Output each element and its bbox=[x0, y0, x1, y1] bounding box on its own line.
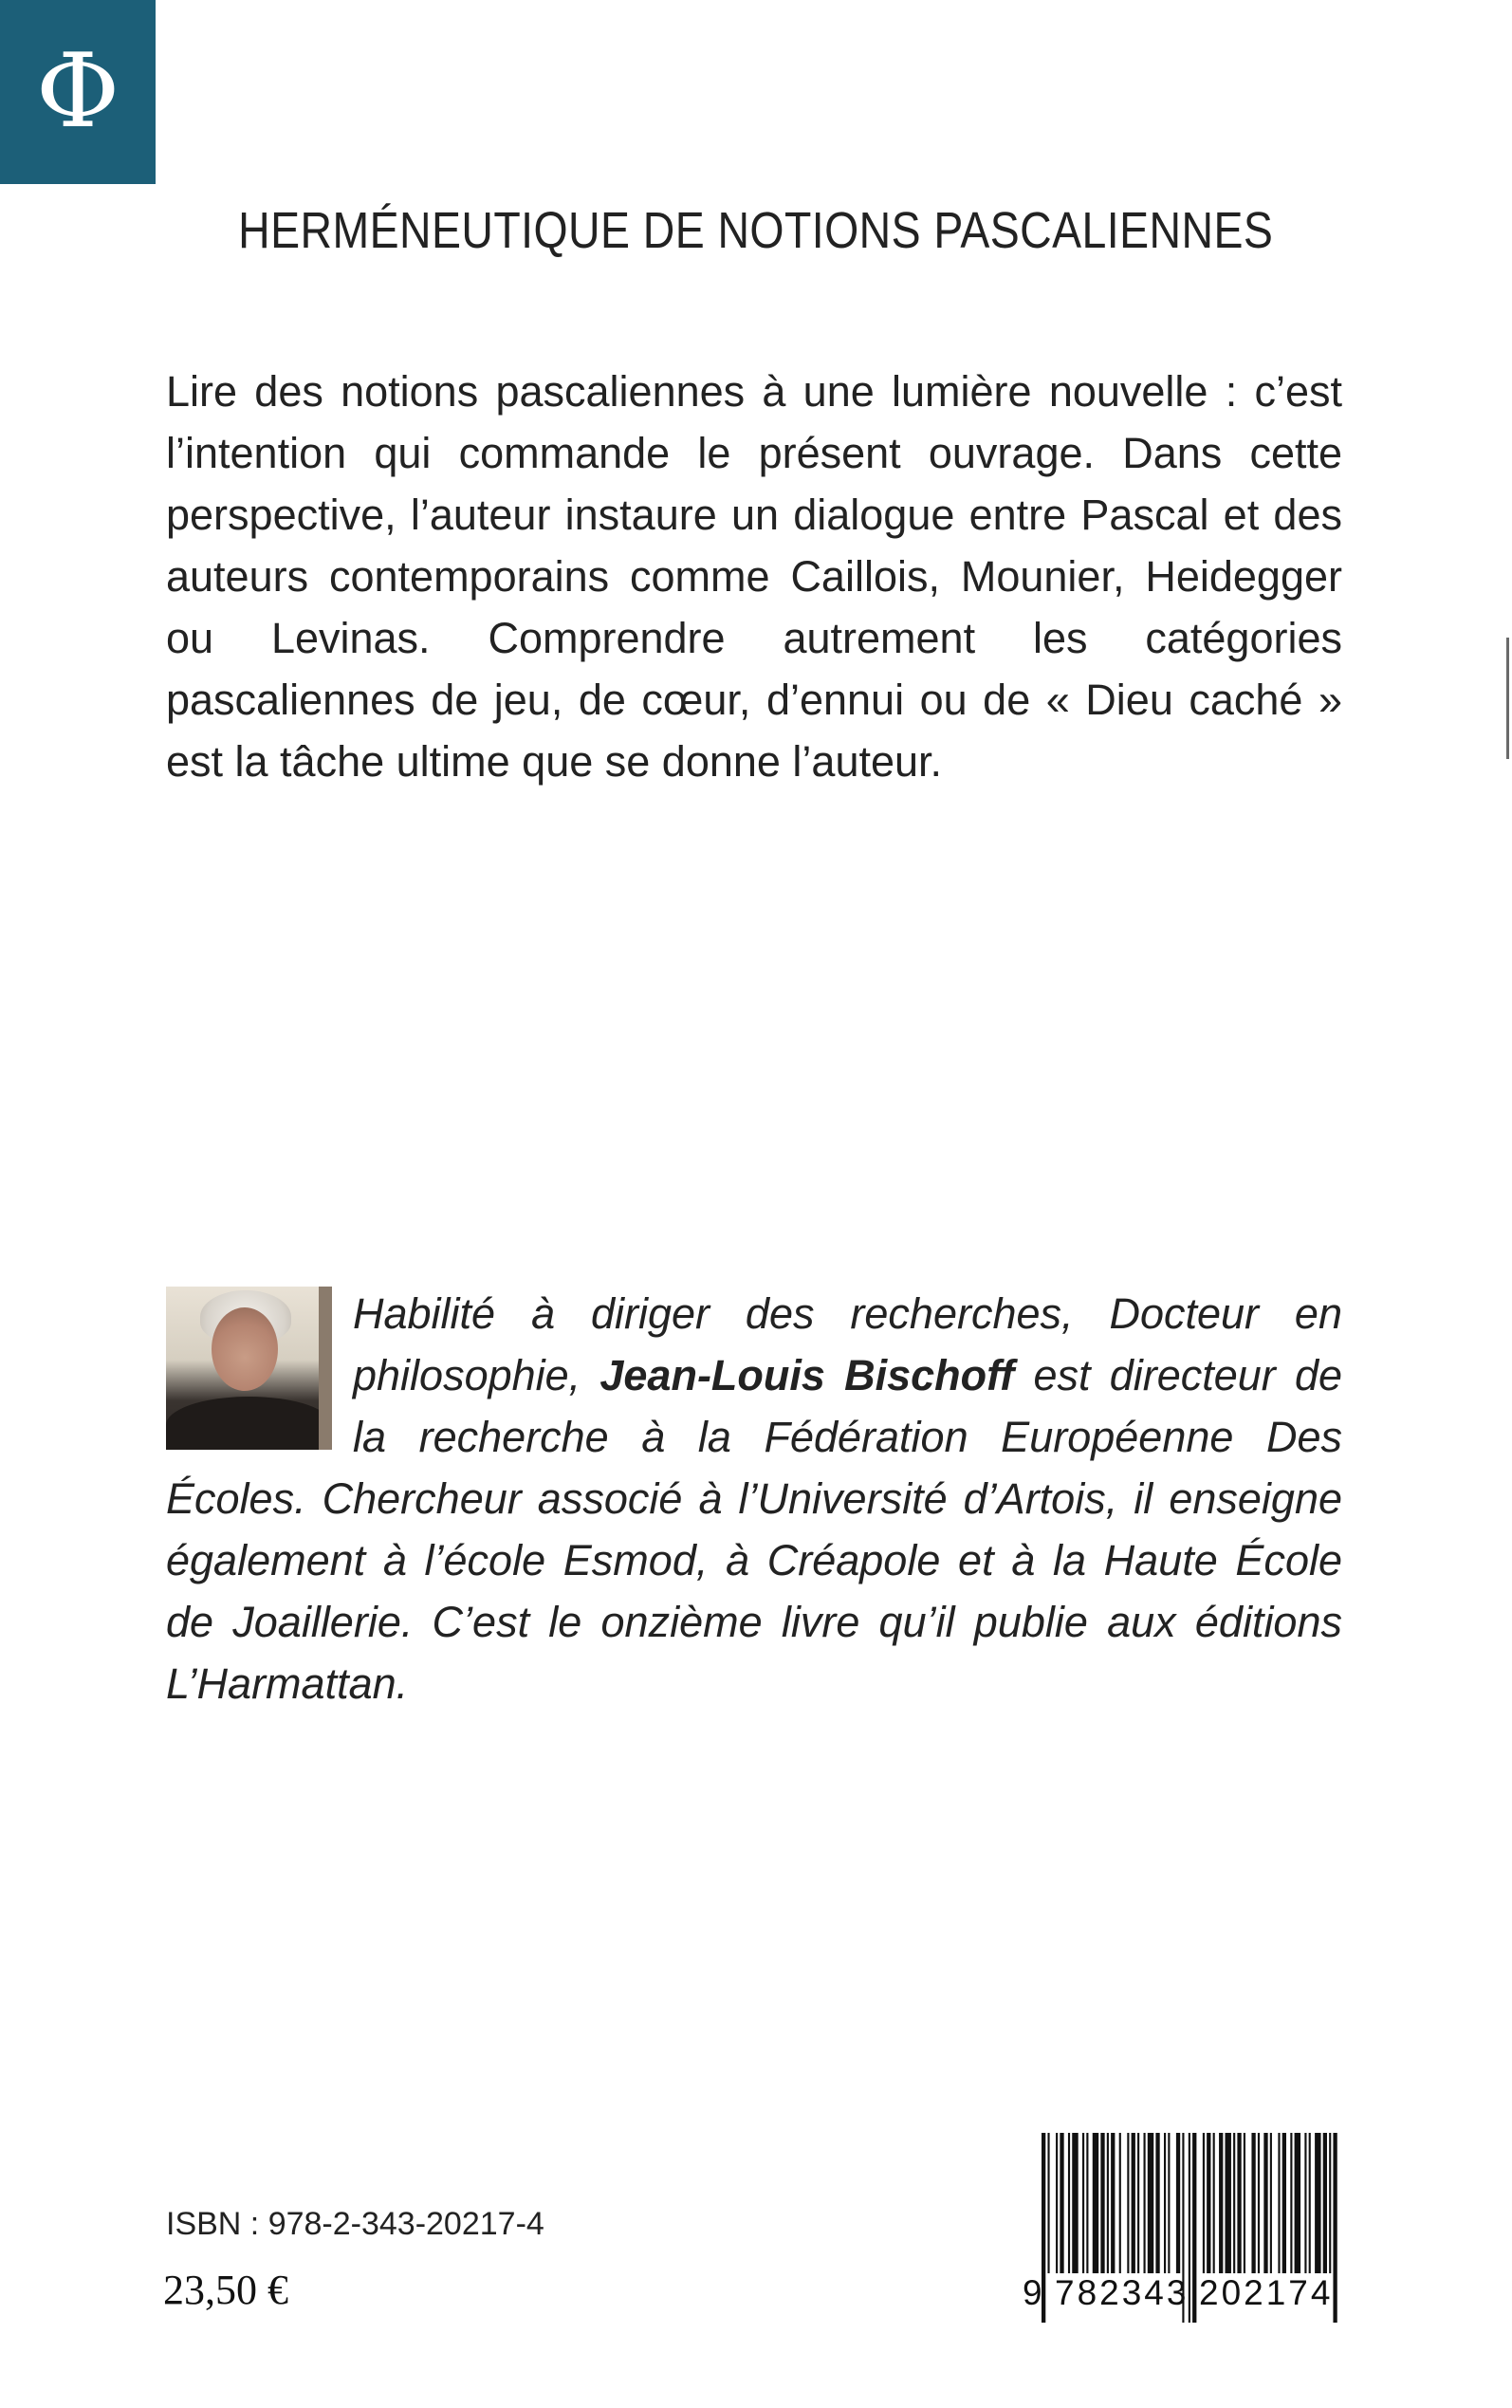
author-bio-text: est directeur de la recherche à la Fédération Européenne Des Écoles. Chercheur associé à l’Université d’Artois, il enseigne également à l’école Esmod, à Créapole et à la Haute École de Joaillerie. C’est le onzième livre qu’il publie aux éditions L’Harmattan. bbox=[166, 1351, 1342, 1708]
spine-edge-mark bbox=[1506, 638, 1509, 759]
blurb-text: Lire des notions pascaliennes à une lumière nouvelle : c’est l’intention qui commande le présent ouvrage. Dans cette perspective, l’auteur instaure un dialogue entre Pascal et des auteurs contemporains comme Caillois, Mounier, Heidegger ou Levinas. Comprendre autrement les catégories pascaliennes de jeu, de cœur, d’ennui ou de « Dieu caché » est la tâche ultime que se donne l’auteur. bbox=[166, 367, 1342, 786]
book-title: HERMÉNEUTIQUE DE NOTIONS PASCALIENNES bbox=[238, 202, 1274, 259]
barcode-group-1: 782343 bbox=[1055, 2273, 1189, 2312]
author-name: Jean-Louis Bischoff bbox=[599, 1351, 1015, 1399]
author-intro: Habilité à diriger des recherches, Docteur en philosophie, bbox=[353, 1289, 1342, 1399]
author-photo bbox=[166, 1287, 332, 1450]
barcode-lead-digit: 9 bbox=[1023, 2273, 1043, 2312]
barcode-digits bbox=[1023, 2273, 1350, 2321]
price: 23,50 € bbox=[163, 2267, 288, 2313]
back-cover-blurb bbox=[166, 361, 1342, 792]
publisher-logo bbox=[0, 0, 156, 184]
phi-logo-icon: Φ bbox=[35, 32, 120, 151]
barcode-group-2: 202174 bbox=[1199, 2273, 1334, 2312]
author-bio bbox=[166, 1283, 1342, 1714]
isbn: ISBN : 978-2-343-20217-4 bbox=[166, 2206, 544, 2242]
